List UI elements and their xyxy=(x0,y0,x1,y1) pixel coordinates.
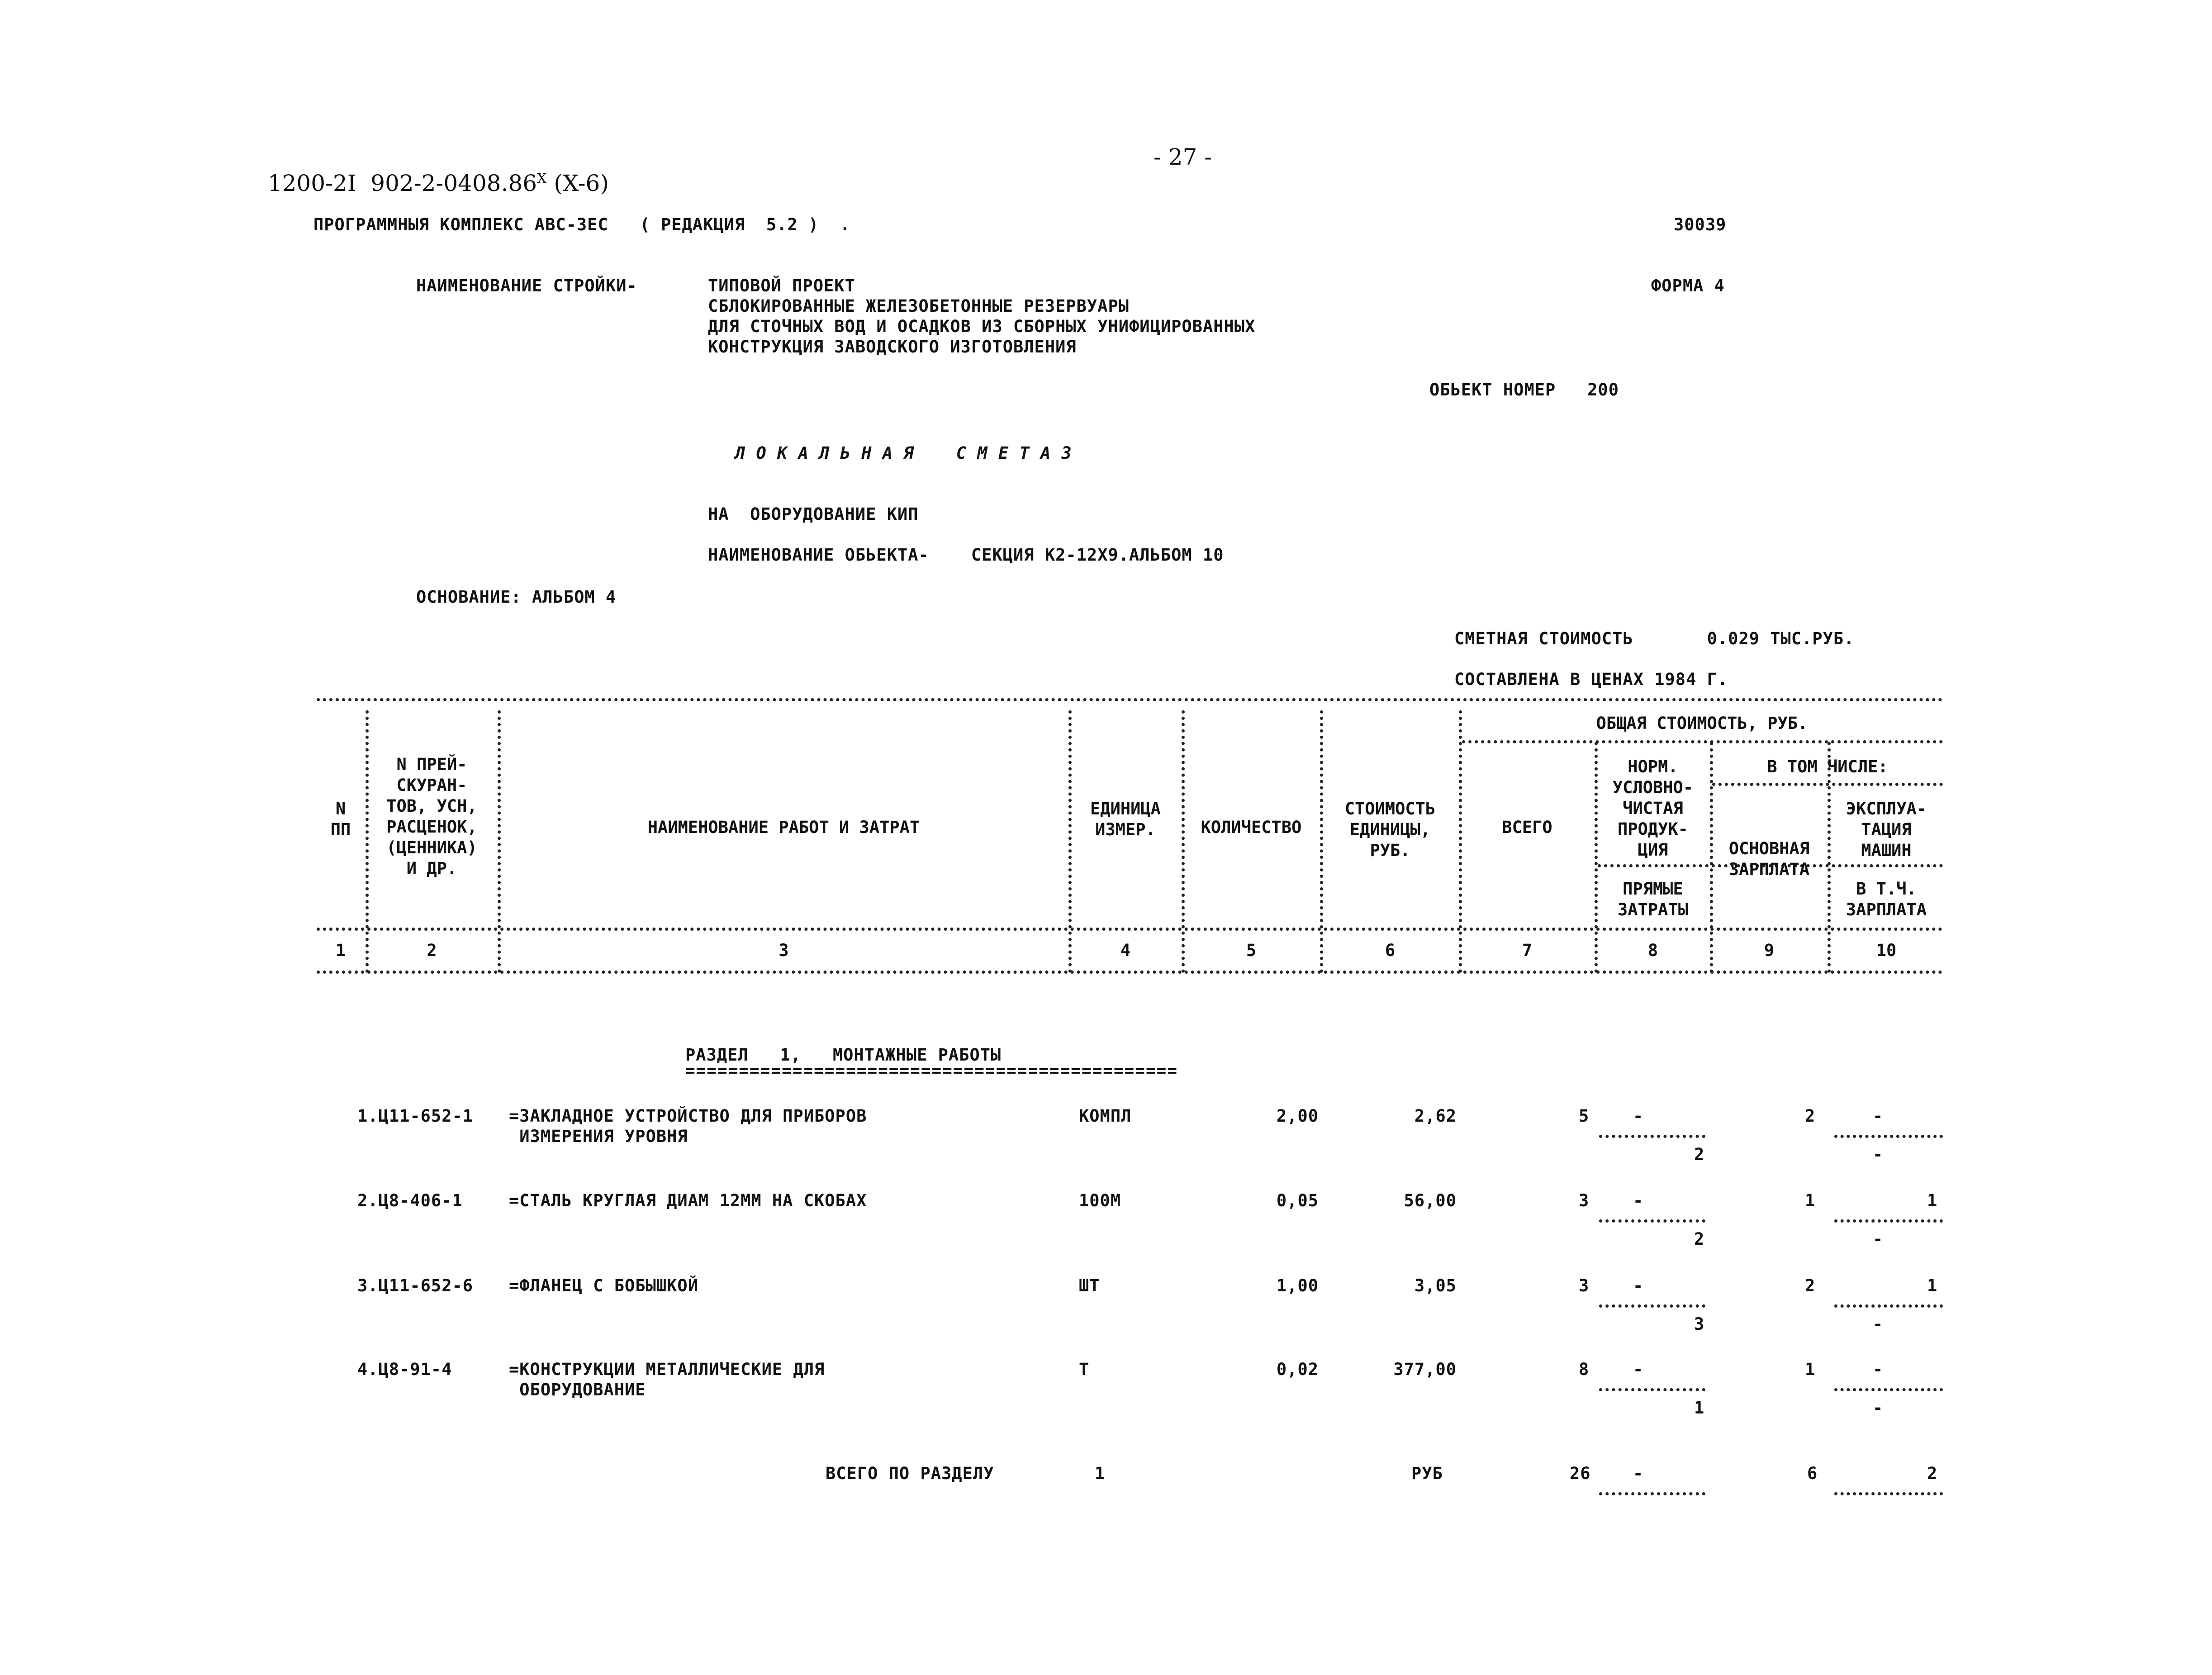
row-direct: 2 xyxy=(1694,1145,1705,1164)
program-code: 30039 xyxy=(1674,215,1727,234)
row-unit: КОМПЛ xyxy=(1079,1106,1132,1126)
row-divider xyxy=(1599,1304,1705,1308)
build-line-4: КОНСТРУКЦИЯ ЗАВОДСКОГО ИЗГОТОВЛЕНИЯ xyxy=(708,337,1077,357)
estimated-cost: СМЕТНАЯ СТОИМОСТЬ 0.029 ТЫС.РУБ. xyxy=(1454,629,1855,648)
header-total-group: ОБЩАЯ СТОИМОСТЬ, РУБ. xyxy=(1596,714,1808,733)
row-salary: 1 xyxy=(1805,1360,1816,1379)
object-number: ОБЬЕКТ НОМЕР 200 xyxy=(1429,380,1619,400)
col-number: 10 xyxy=(1876,941,1897,960)
row-salary: 1 xyxy=(1805,1191,1816,1210)
row-total: 3 xyxy=(1579,1276,1590,1295)
row-norm: - xyxy=(1633,1191,1644,1210)
row-machines: - xyxy=(1873,1360,1884,1379)
header-total: ВСЕГО xyxy=(1502,818,1552,837)
col-separator xyxy=(1182,710,1185,973)
incl-rule xyxy=(1712,783,1943,786)
row-divider xyxy=(1599,1135,1705,1138)
col-number: 4 xyxy=(1120,941,1131,960)
row-unit-price: 377,00 xyxy=(1393,1360,1457,1379)
row-divider xyxy=(1834,1219,1943,1223)
equipment-line: НА ОБОРУДОВАНИЕ КИП xyxy=(708,504,919,524)
document-code-tail: (X-6) xyxy=(546,170,609,196)
section-total-unit: РУБ xyxy=(1411,1464,1443,1483)
row-unit-price: 3,05 xyxy=(1414,1276,1457,1295)
row-direct: 3 xyxy=(1694,1314,1705,1334)
row-norm: - xyxy=(1633,1276,1644,1295)
document-code-main: 1200-2I 902-2-0408.86 xyxy=(267,170,537,196)
estimate-title: Л О К А Л Ь Н А Я С М Е Т А 3 xyxy=(735,443,1072,463)
row-machines-salary: - xyxy=(1873,1314,1884,1334)
row-unit-price: 2,62 xyxy=(1414,1106,1457,1126)
document-code-superscript: X xyxy=(537,171,547,187)
price-basis: СОСТАВЛЕНА В ЦЕНАХ 1984 Г. xyxy=(1454,670,1728,689)
section-underline: ============================================== xyxy=(685,1061,1178,1080)
row-quantity: 0,05 xyxy=(1276,1191,1319,1210)
row-total: 3 xyxy=(1579,1191,1590,1210)
section-title: РАЗДЕЛ 1, МОНТАЖНЫЕ РАБОТЫ xyxy=(685,1045,1002,1065)
row-quantity: 2,00 xyxy=(1276,1106,1319,1126)
row-machines-salary: - xyxy=(1873,1145,1884,1164)
header-unit: ЕДИНИЦА ИЗМЕР. xyxy=(1090,799,1161,839)
row-name: =СТАЛЬ КРУГЛАЯ ДИАМ 12ММ НА СКОБАХ xyxy=(509,1191,867,1210)
table-rule-bottom xyxy=(317,971,1943,974)
object-name: НАИМЕНОВАНИЕ ОБЬЕКТА- СЕКЦИЯ К2-12Х9.АЛЬБОМ 10 xyxy=(708,545,1224,565)
build-label: НАИМЕНОВАНИЕ СТРОЙКИ- xyxy=(416,276,637,295)
row-quantity: 0,02 xyxy=(1276,1360,1319,1379)
row-direct: 1 xyxy=(1694,1398,1705,1418)
row-name: =ЗАКЛАДНОЕ УСТРОЙСТВО ДЛЯ ПРИБОРОВ xyxy=(509,1106,867,1126)
form-label: ФОРМА 4 xyxy=(1651,276,1725,295)
col-separator xyxy=(1068,710,1072,973)
col-number: 8 xyxy=(1647,941,1658,960)
col-number: 6 xyxy=(1385,941,1396,960)
row-quantity: 1,00 xyxy=(1276,1276,1319,1295)
row-machines-salary: - xyxy=(1873,1229,1884,1249)
table-rule-top xyxy=(317,698,1943,701)
header-quantity: КОЛИЧЕСТВО xyxy=(1201,818,1302,837)
row-norm: - xyxy=(1633,1106,1644,1126)
row-divider xyxy=(1599,1388,1705,1391)
row-direct: 2 xyxy=(1694,1229,1705,1249)
row-divider xyxy=(1834,1304,1943,1308)
basis-line: ОСНОВАНИЕ: АЛЬБОМ 4 xyxy=(416,587,617,607)
build-line-2: СБЛОКИРОВАННЫЕ ЖЕЛЕЗОБЕТОННЫЕ РЕЗЕРВУАРЫ xyxy=(708,296,1130,316)
row-unit: 100М xyxy=(1079,1191,1121,1210)
row-divider xyxy=(1834,1492,1943,1495)
col-number: 5 xyxy=(1246,941,1257,960)
row-machines-salary: - xyxy=(1873,1398,1884,1418)
build-line-1: ТИПОВОЙ ПРОЕКТ xyxy=(708,276,855,295)
header-machines-salary: В Т.Ч. ЗАРПЛАТА xyxy=(1846,879,1927,919)
row-name: =ФЛАНЕЦ С БОБЫШКОЙ xyxy=(509,1276,698,1295)
col-number: 2 xyxy=(427,941,437,960)
section-total-label: ВСЕГО ПО РАЗДЕЛУ xyxy=(826,1464,994,1483)
group-rule xyxy=(1462,740,1943,743)
header-num: N ПП xyxy=(330,799,351,839)
header-norm: НОРМ. УСЛОВНО- ЧИСТАЯ ПРОДУК- ЦИЯ xyxy=(1612,757,1694,860)
section-total-machines: 2 xyxy=(1927,1464,1938,1483)
col-number: 7 xyxy=(1522,941,1533,960)
row-total: 5 xyxy=(1579,1106,1590,1126)
program-line: ПРОГРАММНЫЯ КОМПЛЕКС АВС-3ЕС ( РЕДАКЦИЯ 5.2 ) . xyxy=(313,215,851,234)
header-price-list: N ПРЕЙ- СКУРАН- ТОВ, УСН, РАСЦЕНОК, (ЦЕННИКА) И ДР. xyxy=(386,755,477,878)
row-divider xyxy=(1599,1492,1705,1495)
col-separator xyxy=(498,710,501,973)
row-divider xyxy=(1834,1135,1943,1138)
row-divider xyxy=(1599,1219,1705,1223)
row-divider xyxy=(1834,1388,1943,1391)
header-unit-cost: СТОИМОСТЬ ЕДИНИЦЫ, РУБ. xyxy=(1344,799,1436,860)
row-total: 8 xyxy=(1579,1360,1590,1379)
header-salary: ОСНОВНАЯ ЗАРПЛАТА xyxy=(1728,839,1810,879)
col-number: 1 xyxy=(335,941,346,960)
header-work-name: НАИМЕНОВАНИЕ РАБОТ И ЗАТРАТ xyxy=(647,818,920,837)
header-direct: ПРЯМЫЕ ЗАТРАТЫ xyxy=(1618,879,1688,919)
row-norm: - xyxy=(1633,1360,1644,1379)
row-unit-price: 56,00 xyxy=(1404,1191,1457,1210)
row-code: 2.Ц8-406-1 xyxy=(357,1191,463,1210)
header-incl: В ТОМ ЧИСЛЕ: xyxy=(1767,757,1888,776)
section-total-number: 1 xyxy=(1095,1464,1106,1483)
row-unit: Т xyxy=(1079,1360,1090,1379)
row-machines: 1 xyxy=(1927,1191,1938,1210)
row-machines: 1 xyxy=(1927,1276,1938,1295)
row-machines: - xyxy=(1873,1106,1884,1126)
header-machines: ЭКСПЛУА- ТАЦИЯ МАШИН xyxy=(1846,799,1927,860)
document-code xyxy=(253,144,609,196)
build-line-3: ДЛЯ СТОЧНЫХ ВОД И ОСАДКОВ ИЗ СБОРНЫХ УНИФИЦИРОВАННЫХ xyxy=(708,317,1256,336)
row-code: 4.Ц8-91-4 xyxy=(357,1360,452,1379)
row-unit: ШТ xyxy=(1079,1276,1100,1295)
row-salary: 2 xyxy=(1805,1106,1816,1126)
section-total-norm: - xyxy=(1633,1464,1644,1483)
row-name: =КОНСТРУКЦИИ МЕТАЛЛИЧЕСКИЕ ДЛЯ xyxy=(509,1360,825,1379)
col-number: 9 xyxy=(1764,941,1775,960)
row-salary: 2 xyxy=(1805,1276,1816,1295)
row-name-continued: ОБОРУДОВАНИЕ xyxy=(509,1380,646,1399)
col-separator xyxy=(1459,710,1462,973)
col-number: 3 xyxy=(778,941,789,960)
section-total-salary: 6 xyxy=(1807,1464,1818,1483)
row-code: 1.Ц11-652-1 xyxy=(357,1106,474,1126)
page-number: - 27 - xyxy=(1153,144,1212,170)
table-rule-header xyxy=(317,928,1943,931)
row-code: 3.Ц11-652-6 xyxy=(357,1276,474,1295)
row-name-continued: ИЗМЕРЕНИЯ УРОВНЯ xyxy=(509,1127,688,1146)
section-total-amount: 26 xyxy=(1570,1464,1591,1483)
